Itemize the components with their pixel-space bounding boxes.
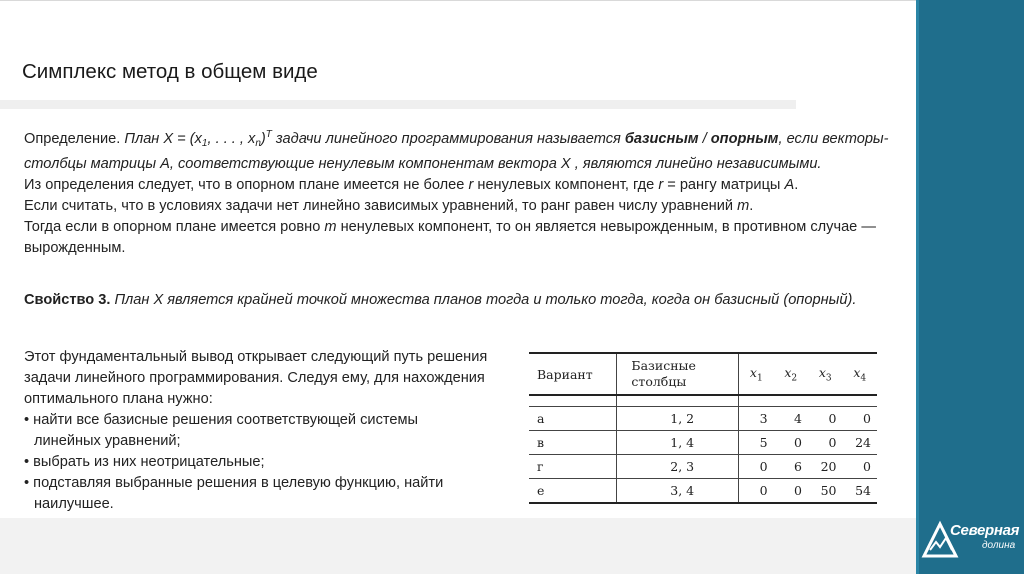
definition-block [24, 124, 894, 259]
table-row [529, 455, 877, 479]
header-sub: 1 [756, 373, 763, 384]
data-table [529, 352, 877, 504]
superscript: T [265, 129, 272, 140]
cell-basis: 3, 4 [617, 479, 739, 504]
property-label: Свойство 3. [24, 292, 111, 308]
procedure-block [24, 347, 524, 515]
var-m: m [324, 219, 337, 235]
cell-x1: 5 [739, 431, 774, 455]
title-underline [0, 100, 796, 109]
basis-table [529, 352, 877, 504]
text: . [749, 198, 754, 214]
logo-subname: долина [982, 540, 1016, 551]
sidebar-edge [916, 0, 919, 574]
degenerate-line [24, 217, 894, 259]
cell-x2: 0 [774, 431, 808, 455]
definition-text: План X = (x [120, 131, 202, 147]
subscript: n [255, 138, 261, 149]
cell-x1: 3 [739, 407, 774, 431]
term-basic: базисным [624, 131, 699, 147]
header-basis-line1: Базисные [631, 358, 696, 373]
cell-x3: 0 [808, 431, 842, 455]
var-r: r [658, 177, 664, 193]
logo [920, 518, 1024, 572]
bullet-item: • выбрать из них неотрицательные; [24, 454, 265, 470]
text: . [794, 177, 799, 193]
header-var: x [749, 364, 757, 380]
header-x4 [842, 353, 877, 395]
var-r: r [468, 177, 474, 193]
header-var: x [853, 364, 861, 380]
table-header-row [529, 353, 877, 395]
cell-variant: а [529, 407, 617, 431]
definition-paragraph [24, 124, 894, 175]
text: Если считать, что в условиях задачи нет линейно зависимых уравнений, то ранг равен числу уравнений [24, 198, 738, 214]
top-divider [0, 0, 916, 1]
cell-x2: 4 [774, 407, 808, 431]
cell-x4: 0 [842, 455, 877, 479]
header-sub: 3 [825, 373, 832, 384]
header-x3 [808, 353, 842, 395]
definition-text: задачи линейного программирования называется [271, 131, 625, 147]
header-basis [617, 353, 739, 395]
text: Из определения следует, что в опорном плане имеется не более [24, 177, 469, 193]
header-sub: 2 [791, 373, 798, 384]
cell-variant: е [529, 479, 617, 504]
cell-x2: 0 [774, 479, 808, 504]
bullet-item: • подставляя выбранные решения в целевую функцию, найти [24, 475, 444, 491]
header-x2 [774, 353, 808, 395]
header-sub: 4 [860, 373, 867, 384]
cell-x2: 6 [774, 455, 808, 479]
cell-basis: 1, 2 [617, 407, 739, 431]
property-block [24, 290, 884, 311]
cell-x4: 24 [842, 431, 877, 455]
subscript: 1 [201, 138, 208, 149]
text: ненулевых компонент, где [473, 177, 659, 193]
var-a: A [784, 177, 795, 193]
cell-x1: 0 [739, 455, 774, 479]
definition-text: / [698, 131, 711, 147]
cell-basis: 1, 4 [617, 431, 739, 455]
header-variant: Вариант [537, 366, 593, 382]
rank-line [24, 196, 894, 217]
footer-band [0, 518, 916, 574]
logo-name: Северная [950, 522, 1020, 539]
definition-text: , . . . , x [207, 131, 256, 147]
header-basis-line2: столбцы [631, 374, 687, 389]
table-row [529, 431, 877, 455]
intro-line: задачи линейного программирования. Следуя ему, для нахождения [24, 370, 485, 386]
intro-line: Этот фундаментальный вывод открывает следующий путь решения [24, 349, 488, 365]
cell-x4: 54 [842, 479, 877, 504]
property-text: План X является крайней точкой множества планов тогда и только тогда, когда он базисный (опорный). [110, 292, 857, 308]
definition-text: ) [260, 131, 266, 147]
bullet-continuation: линейных уравнений; [34, 433, 181, 449]
text: = рангу матрицы [663, 177, 785, 193]
cell-x4: 0 [842, 407, 877, 431]
definition-text: , если векторы-столбцы матрицы A, соответствующие ненулевым компонентам вектора X , являются линейно независимыми. [24, 131, 889, 172]
var-m: m [737, 198, 750, 214]
bullet-continuation: наилучшее. [34, 496, 114, 512]
bullet-item: • найти все базисные решения соответствующей системы [24, 412, 419, 428]
right-sidebar [916, 0, 1024, 574]
cell-variant: г [529, 455, 617, 479]
slide-title: Симплекс метод в общем виде [22, 60, 318, 83]
cell-basis: 2, 3 [617, 455, 739, 479]
term-support: опорным [710, 131, 779, 147]
table-row [529, 479, 877, 504]
consequence-line [24, 175, 894, 196]
header-var: x [818, 364, 826, 380]
table-spacer [529, 395, 877, 407]
header-x1 [739, 353, 774, 395]
cell-x3: 20 [808, 455, 842, 479]
definition-label: Определение. [24, 131, 121, 147]
cell-x3: 0 [808, 407, 842, 431]
text: ненулевых компонент, то он является невырожденным, в противном случае — вырожденным. [24, 219, 876, 256]
cell-x3: 50 [808, 479, 842, 504]
table-row [529, 407, 877, 431]
cell-variant: в [529, 431, 617, 455]
header-var: x [784, 364, 792, 380]
intro-line: оптимального плана нужно: [24, 391, 213, 407]
text: Тогда если в опорном плане имеется ровно [24, 219, 325, 235]
cell-x1: 0 [739, 479, 774, 504]
